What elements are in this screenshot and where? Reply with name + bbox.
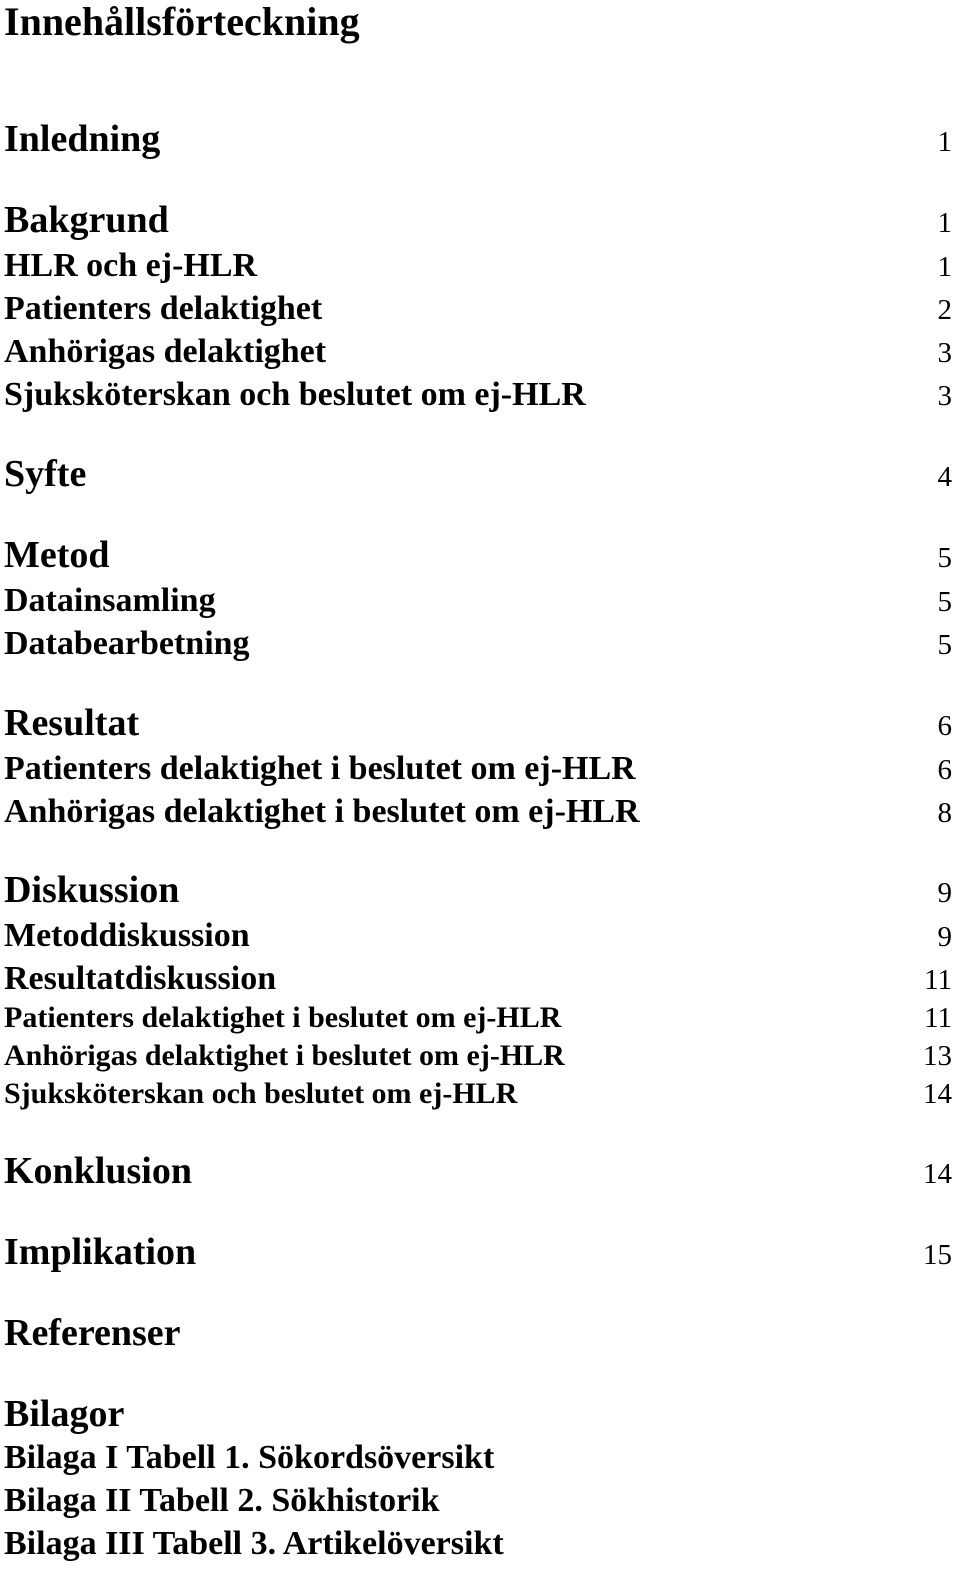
- toc-entry-label: Resultatdiskussion: [4, 960, 277, 997]
- toc-entry-label: Patienters delaktighet i beslutet om ej-HLR: [4, 1001, 562, 1034]
- toc-entry-page: 6: [937, 710, 952, 742]
- toc-entry-label: HLR och ej-HLR: [4, 247, 258, 284]
- toc-entry-label: Datainsamling: [4, 582, 216, 619]
- toc-entry-page: 1: [937, 251, 952, 283]
- toc-entry-page: 8: [937, 797, 952, 829]
- toc-entry-datainsamling[interactable]: [4, 581, 952, 622]
- toc-entry-diskussion[interactable]: [4, 869, 952, 914]
- toc-entry-bilaga-2[interactable]: [4, 1481, 952, 1521]
- toc-entry-implikation[interactable]: [4, 1231, 952, 1276]
- toc-entry-page: 5: [937, 586, 952, 618]
- toc-entry-disk-patienters[interactable]: [4, 1001, 952, 1035]
- toc-entry-label: Anhörigas delaktighet i beslutet om ej-HLR: [4, 1039, 565, 1072]
- toc-entry-page: 4: [937, 461, 952, 493]
- toc-entry-page: 11: [924, 964, 952, 996]
- toc-entry-page: 9: [937, 877, 952, 909]
- toc-entry-page: 1: [937, 126, 952, 158]
- toc-entry-label: Patienters delaktighet: [4, 290, 323, 327]
- toc-entry-label: Sjuksköterskan och beslutet om ej-HLR: [4, 376, 586, 413]
- toc-entry-label: Resultat: [4, 702, 140, 744]
- toc-entry-page: 14: [923, 1078, 952, 1110]
- toc-entry-page: 9: [937, 921, 952, 953]
- toc-entry-label: Referenser: [4, 1312, 181, 1354]
- toc-entry-page: 5: [937, 542, 952, 574]
- toc-entry-label: Inledning: [4, 118, 161, 160]
- toc-entry-bakgrund[interactable]: [4, 199, 952, 244]
- toc-entry-patienters-delaktighet[interactable]: [4, 289, 952, 330]
- toc-entry-page: 5: [937, 629, 952, 661]
- toc-entry-page: 6: [937, 754, 952, 786]
- toc-entry-label: Sjuksköterskan och beslutet om ej-HLR: [4, 1077, 518, 1110]
- toc-entry-disk-anhorigas[interactable]: [4, 1039, 952, 1073]
- toc-entry-bilaga-3[interactable]: [4, 1524, 952, 1564]
- toc-entry-label: Bilaga II Tabell 2. Sökhistorik: [4, 1482, 440, 1519]
- toc-entry-metoddiskussion[interactable]: [4, 916, 952, 957]
- toc-entry-label: Implikation: [4, 1231, 197, 1273]
- toc-entry-anhorigas-delaktighet[interactable]: [4, 332, 952, 373]
- toc-entry-label: Bilaga III Tabell 3. Artikelöversikt: [4, 1525, 504, 1562]
- toc-entry-label: Konklusion: [4, 1150, 192, 1192]
- toc-entry-label: Diskussion: [4, 869, 180, 911]
- toc-entry-inledning[interactable]: [4, 118, 952, 163]
- toc-entry-page: 11: [924, 1002, 952, 1034]
- toc-entry-label: Bilaga I Tabell 1. Sökordsöversikt: [4, 1439, 495, 1476]
- toc-entry-databearbetning[interactable]: [4, 624, 952, 665]
- toc-entry-label: Syfte: [4, 453, 87, 495]
- toc-entry-page: 1: [937, 207, 952, 239]
- toc-entry-syfte[interactable]: [4, 453, 952, 498]
- toc-entry-referenser[interactable]: [4, 1312, 952, 1354]
- toc-entry-label: Bakgrund: [4, 199, 169, 241]
- toc-entry-label: Patienters delaktighet i beslutet om ej-HLR: [4, 750, 636, 787]
- toc-entry-label: Anhörigas delaktighet: [4, 333, 327, 370]
- toc-entry-metod[interactable]: [4, 534, 952, 579]
- toc-entry-page: 3: [937, 380, 952, 412]
- toc-entry-bilaga-1[interactable]: [4, 1438, 952, 1478]
- toc-entry-resultat[interactable]: [4, 702, 952, 747]
- toc-entry-bilagor[interactable]: [4, 1393, 952, 1435]
- toc-entry-hlr-och-ej-hlr[interactable]: [4, 246, 952, 287]
- toc-entry-page: 2: [937, 294, 952, 326]
- toc-entry-label: Anhörigas delaktighet i beslutet om ej-HLR: [4, 793, 640, 830]
- toc-entry-sjukskoterskan[interactable]: [4, 375, 952, 416]
- toc-entry-label: Metoddiskussion: [4, 917, 250, 954]
- toc-entry-page: 3: [937, 337, 952, 369]
- toc-entry-page: 14: [923, 1158, 952, 1190]
- toc-title: Innehållsförteckning: [4, 0, 360, 44]
- toc-entry-resultatdiskussion[interactable]: [4, 959, 952, 1000]
- toc-entry-label: Databearbetning: [4, 625, 250, 662]
- toc-entry-page: 15: [923, 1239, 952, 1271]
- toc-entry-label: Metod: [4, 534, 110, 576]
- toc-entry-resultat-anhorigas[interactable]: [4, 792, 952, 833]
- toc-entry-resultat-patienters[interactable]: [4, 749, 952, 790]
- toc-entry-label: Bilagor: [4, 1393, 125, 1435]
- toc-entry-page: 13: [923, 1040, 952, 1072]
- toc-entry-disk-sjukskoterskan[interactable]: [4, 1077, 952, 1111]
- toc-entry-konklusion[interactable]: [4, 1150, 952, 1195]
